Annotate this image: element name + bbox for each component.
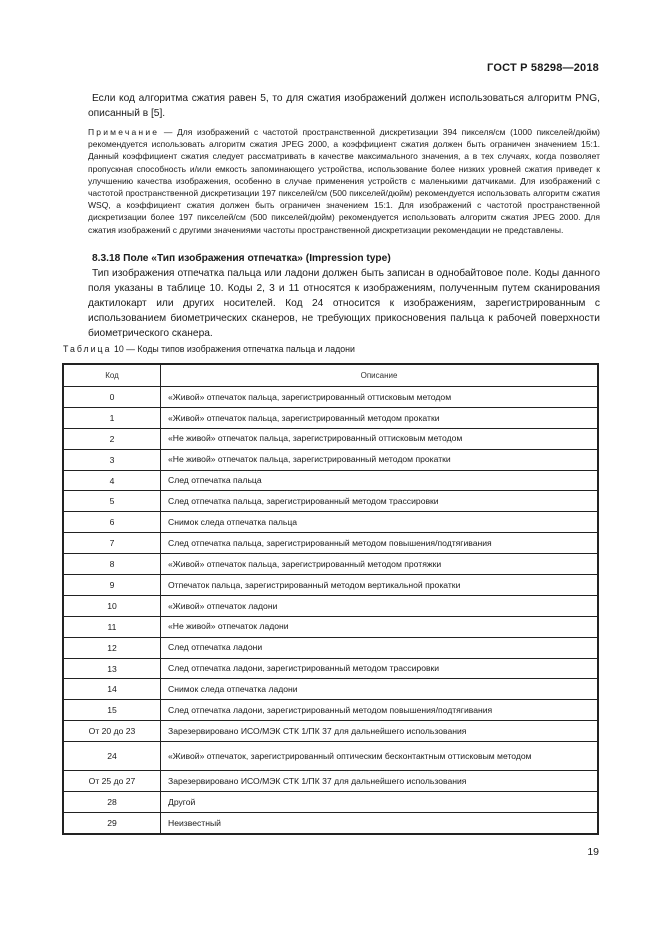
table-row (63, 595, 598, 616)
row-description: Другой (161, 792, 599, 813)
table-caption-label: Таблица (63, 344, 112, 354)
table-row (63, 512, 598, 533)
row-code: 0 (63, 387, 161, 408)
row-description: «Не живой» отпечаток ладони (161, 616, 599, 637)
row-description: След отпечатка ладони, зарегистрированный методом повышения/подтягивания (161, 700, 599, 721)
row-code: 12 (63, 637, 161, 658)
row-code: 8 (63, 554, 161, 575)
table-row (63, 449, 598, 470)
table-row (63, 575, 598, 596)
table-row (63, 407, 598, 428)
table-caption-text: 10 — Коды типов изображения отпечатка пальца и ладони (111, 344, 355, 354)
row-description: «Живой» отпечаток пальца, зарегистрированный методом протяжки (161, 554, 599, 575)
table-row (63, 470, 598, 491)
table-row (63, 812, 598, 833)
row-description: Зарезервировано ИСО/МЭК СТК 1/ПК 37 для дальнейшего использования (161, 771, 599, 792)
table-body (63, 387, 598, 834)
row-code: 7 (63, 533, 161, 554)
table-caption (63, 344, 355, 354)
row-description: «Живой» отпечаток пальца, зарегистрированный оттисковым методом (161, 387, 599, 408)
row-description: Неизвестный (161, 812, 599, 833)
table-row (63, 387, 598, 408)
row-code: 29 (63, 812, 161, 833)
table-row (63, 792, 598, 813)
row-description: Снимок следа отпечатка пальца (161, 512, 599, 533)
row-description: «Живой» отпечаток ладони (161, 595, 599, 616)
row-description: Снимок следа отпечатка ладони (161, 679, 599, 700)
header-description: Описание (161, 364, 599, 387)
row-description: «Живой» отпечаток, зарегистрированный оптическим бесконтактным оттисковым методом (161, 742, 599, 771)
row-description: «Живой» отпечаток пальца, зарегистрированный методом прокатки (161, 407, 599, 428)
row-code: От 20 до 23 (63, 721, 161, 742)
note-text: — Для изображений с частотой пространственной дискретизации 394 пикселя/см (1000 пикселей/дюйм) рекомендуется использовать алгоритм сжатия JPEG 2000, а коэффициент сжатия должен быть ограничен значением 15:1. Данный коэффициент сжатия следует рассматривать в качестве максимального значения, а в тех случаях, когда позволяет пропускная способность и/или емкость запоминающего устройства, использование более низких уровней сжатия приведет к улучшению качества изображения, особенно в случае применения устройств с маленькими датчиками. Для изображений с частотой пространственной дискретизации 197 пикселей/см (500 пикселей/дюйм) рекомендуется использовать алгоритм сжатия WSQ, а коэффициент сжатия должен быть ограничен значением 15:1. Для изображений с частотой пространственной дискретизации более 197 пикселей/см (500 пикселей/дюйм) рекомендуется использовать алгоритм сжатия JPEG 2000. Для сжатия изображений с другими значениями частоты пространственной дискретизации рекомендации не представлены. (88, 127, 600, 235)
row-code: 3 (63, 449, 161, 470)
table-row (63, 637, 598, 658)
row-description: След отпечатка пальца, зарегистрированный методом трассировки (161, 491, 599, 512)
row-code: 5 (63, 491, 161, 512)
table-row (63, 533, 598, 554)
table-row (63, 679, 598, 700)
row-code: 4 (63, 470, 161, 491)
row-description: Зарезервировано ИСО/МЭК СТК 1/ПК 37 для дальнейшего использования (161, 721, 599, 742)
row-code: 13 (63, 658, 161, 679)
row-description: Отпечаток пальца, зарегистрированный методом вертикальной прокатки (161, 575, 599, 596)
row-code: 15 (63, 700, 161, 721)
table-row (63, 771, 598, 792)
section-body: Тип изображения отпечатка пальца или ладони должен быть записан в однобайтовое поле. Коды данного поля указаны в таблице 10. Коды 2, 3 и 11 относятся к изображениям, полученным путем сканирования дактилокарт или других носителей. Код 24 относится к изображениям, зарегистрированным с использованием биометрических сканеров, не требующих прикосновения пальца к рабочей поверхности биометрического сканера. (88, 268, 600, 339)
table-row (63, 554, 598, 575)
table-row (63, 700, 598, 721)
row-code: 9 (63, 575, 161, 596)
paragraph-compression: Если код алгоритма сжатия равен 5, то для сжатия изображений должен использоваться алгоритм PNG, описанный в [5]. (88, 93, 600, 119)
row-code: От 25 до 27 (63, 771, 161, 792)
table-row (63, 742, 598, 771)
table-row (63, 491, 598, 512)
table-row (63, 658, 598, 679)
row-description: След отпечатка ладони (161, 637, 599, 658)
row-code: 28 (63, 792, 161, 813)
row-code: 2 (63, 428, 161, 449)
table-row (63, 721, 598, 742)
note-block (88, 126, 600, 236)
header-code: Код (63, 364, 161, 387)
row-code: 1 (63, 407, 161, 428)
section-title: 8.3.18 Поле «Тип изображения отпечатка» (Impression type) (92, 253, 391, 264)
row-description: След отпечатка пальца (161, 470, 599, 491)
row-description: «Не живой» отпечаток пальца, зарегистрированный оттисковым методом (161, 428, 599, 449)
note-label: Примечание (88, 127, 160, 137)
row-description: След отпечатка ладони, зарегистрированный методом трассировки (161, 658, 599, 679)
table-row (63, 428, 598, 449)
page-number: 19 (587, 846, 599, 858)
impression-type-table (62, 363, 599, 835)
row-code: 24 (63, 742, 161, 771)
document-header: ГОСТ Р 58298—2018 (487, 62, 599, 74)
row-description: След отпечатка пальца, зарегистрированный методом повышения/подтягивания (161, 533, 599, 554)
row-code: 6 (63, 512, 161, 533)
section-8-3-18 (88, 251, 600, 341)
table-row (63, 616, 598, 637)
row-code: 11 (63, 616, 161, 637)
table-header-row (63, 364, 598, 387)
row-code: 14 (63, 679, 161, 700)
row-code: 10 (63, 595, 161, 616)
row-description: «Не живой» отпечаток пальца, зарегистрированный методом прокатки (161, 449, 599, 470)
